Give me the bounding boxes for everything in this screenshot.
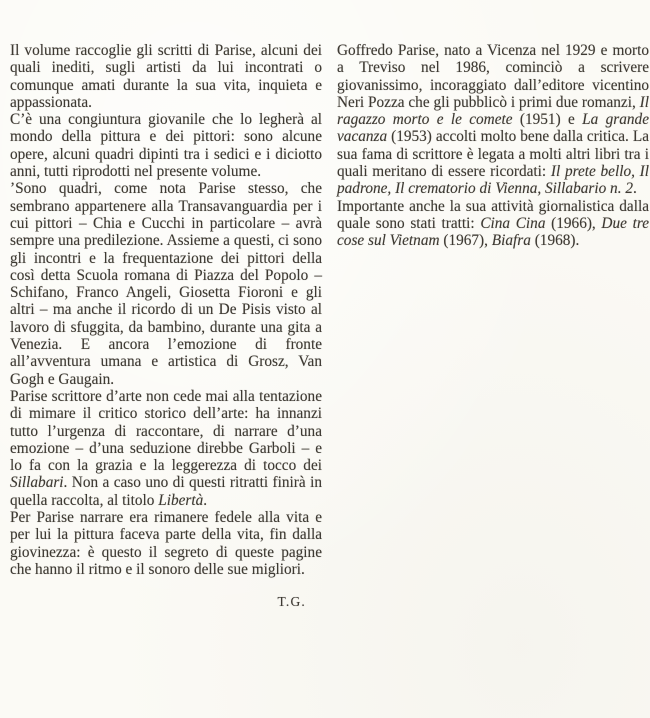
two-column-text-block xyxy=(10,42,650,610)
body-text: Per Parise narrare era rimanere fedele alla vita e per lui la pittura faceva parte della vita, fin dalla giovinezza: è questo il segreto di queste pagine che hanno il ritmo e il sonoro delle sue migliori. xyxy=(10,509,322,578)
body-text: Importante anche la sua attività giornalistica dalla quale sono stati tratti: xyxy=(337,197,649,232)
body-text: Parise scrittore d’arte non cede mai alla tentazione di mimare il critico storico dell’arte: ha innanzi tutto l’urgenza di raccontare, di narrare d’una emozione – d’una seduzione direbbe Garboli – e lo fa con la grazia e la leggerezza di tocco dei xyxy=(10,387,322,475)
body-text: . Non a caso uno di questi ritratti finirà in quella raccolta, al titolo xyxy=(10,474,322,509)
body-text: C’è una congiuntura giovanile che lo legherà al mondo della pittura e dei pittori: sono alcune opere, alcuni quadri dipinti tra i sedici e i diciotto anni, tutti riprodotti nel presente volume. xyxy=(10,111,322,181)
paragraph xyxy=(10,111,322,180)
body-text: (1966), xyxy=(545,214,602,232)
left-column xyxy=(10,42,322,610)
italic-title-text: Libertà xyxy=(158,491,204,509)
italic-title-text: La grande vacanza xyxy=(337,111,649,146)
body-text: (1951) e xyxy=(512,111,583,129)
paragraph xyxy=(337,198,649,250)
body-text: (1953) accolti molto bene dalla critica. La sua fama di scrittore è legata a molti altri libri tra i quali meritano di essere ricordati: xyxy=(337,128,649,181)
body-text: (1968). xyxy=(530,232,580,250)
italic-title-text: Due tre cose sul Vietnam xyxy=(337,214,649,250)
paragraph xyxy=(10,42,322,111)
paragraph xyxy=(10,180,322,388)
paragraph xyxy=(337,42,649,198)
italic-title-text: Biafra xyxy=(491,232,531,250)
right-column xyxy=(337,42,649,610)
body-text: (1967), xyxy=(439,232,492,250)
body-text: Il volume raccoglie gli scritti di Parise, alcuni dei quali inediti, sugli artisti da lui incontrati o comunque amati durante la sua vita, inquieta e appassionata. xyxy=(10,42,322,111)
body-text: ’Sono quadri, come nota Parise stesso, che sembrano appartenere alla Transavanguardia per i cui pittori – Chia e Cucchi in particolare – avrà sempre una predilezione. Assieme a questi, ci sono gli incontri e la frequentazione dei pittori della così detta Scuola romana di Piazza del Popolo – Schifano, Franco Angeli, Giosetta Fioroni e gli altri – ma anche il ricordo di un De Pisis visto al lavoro di sfuggita, da bambino, durante una gita a Venezia. E ancora l’emozione di fronte all’avventura umana e artistica di Grosz, Van Gogh e Gaugain. xyxy=(10,180,322,388)
italic-title-text: Cina Cina xyxy=(480,214,546,232)
paragraph xyxy=(10,509,322,578)
italic-title-text: Il prete bello, Il padrone, Il crematorio di Vienna, Sillabario n. 2 xyxy=(337,163,650,198)
author-initials: T.G. xyxy=(277,594,306,610)
body-text: . xyxy=(203,491,208,509)
body-text: Goffredo Parise, nato a Vicenza nel 1929 e morto a Treviso nel 1986, cominciò a scrivere giovanissimo, incoraggiato dall’editore vicentino Neri Pozza che gli pubblicò i primi due romanzi, xyxy=(337,42,649,111)
right-column-paragraphs xyxy=(337,42,649,250)
italic-title-text: Sillabari xyxy=(10,474,64,492)
body-text: . xyxy=(633,180,637,198)
paragraph xyxy=(10,388,322,509)
left-column-paragraphs xyxy=(10,42,322,578)
italic-title-text: Il ragazzo morto e le comete xyxy=(337,93,649,129)
